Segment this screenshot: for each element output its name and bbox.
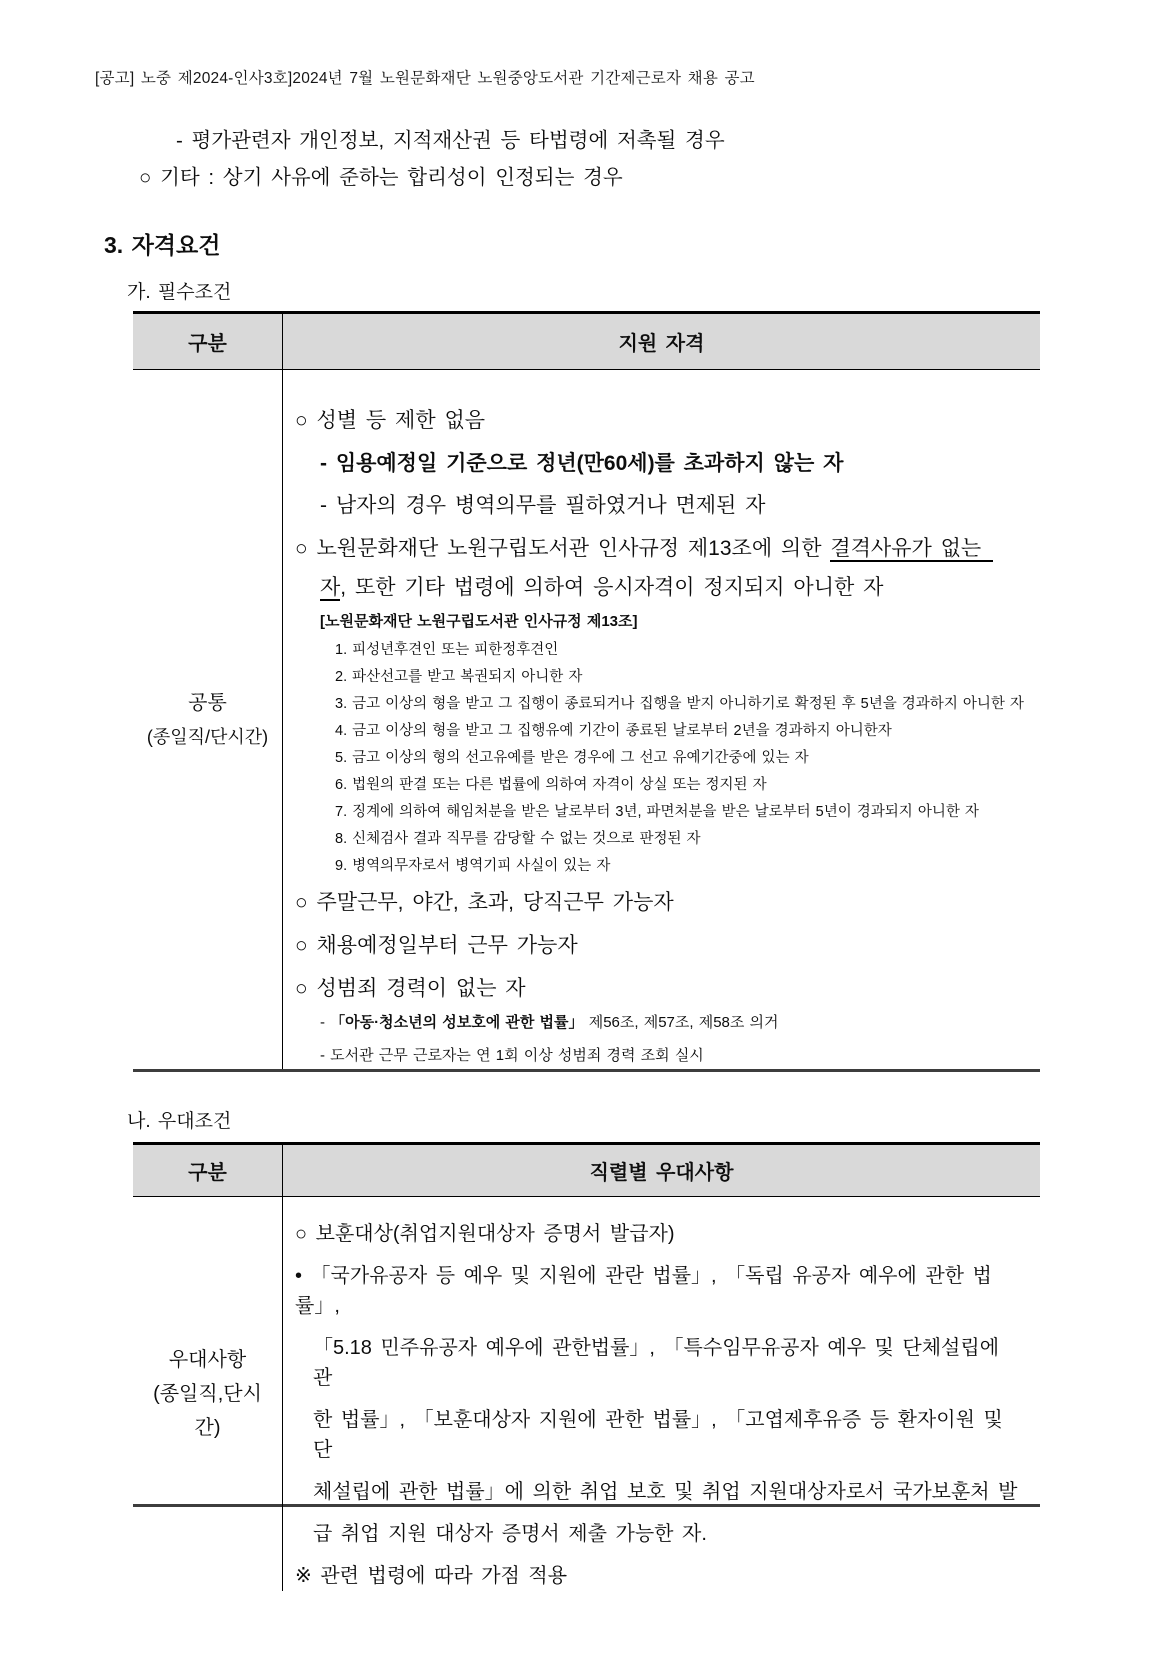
intro-etc-line: ○ 기타 : 상기 사유에 준하는 합리성이 인정되는 경우 [139,166,623,189]
subsection-b-title: 나. 우대조건 [127,1111,232,1132]
required-header-category: 구분 [133,314,283,369]
rule-item-3: 3. 금고 이상의 형을 받고 그 집행이 종료되거나 집행을 받지 아니하기로 확정된 후 5년을 경과하지 아니한 자 [335,696,1024,712]
required-row-label-title: 공통 [188,691,227,714]
rule-item-5: 5. 금고 이상의 형의 선고유예를 받은 경우에 그 선고 유예기간중에 있는 자 [335,750,809,766]
item-gender: ○ 성별 등 제한 없음 [295,409,486,432]
preference-table-header [133,1145,1040,1197]
rule-item-2: 2. 파산선고를 받고 복권되지 아니한 자 [335,669,583,685]
bonus-points-note: ※ 관련 법령에 따라 가점 적용 [295,1565,568,1587]
item-military: - 남자의 경우 병역의무를 필하였거나 면제된 자 [320,494,766,517]
veterans-laws-line-4: 체설립에 관한 법률」에 의한 취업 보호 및 취업 지원대상자로서 국가보훈처 발 [313,1481,1018,1503]
document-header: [공고] 노중 제2024-인사3호]2024년 7월 노원문화재단 노원중앙도서관 기간제근로자 채용 공고 [95,70,755,87]
required-header-qualification: 지원 자격 [618,333,705,355]
sex-crime-law-reference: - 「아동·청소년의 성보호에 관한 법률」 제56조, 제57조, 제58조 의거 [320,1014,779,1031]
required-row-content [283,370,1040,1069]
required-conditions-table [133,311,1040,1072]
section-title: 3. 자격요건 [104,232,221,258]
item-sex-crime: ○ 성범죄 경력이 없는 자 [295,977,526,1000]
item-disqualification-line1: ○ 노원문화재단 노원구립도서관 인사규정 제13조에 의한 결격사유가 없는 [295,534,1026,564]
item-age-limit: - 임용예정일 기준으로 정년(만60세)를 초과하지 않는 자 [320,452,844,475]
rule-item-1: 1. 피성년후견인 또는 피한정후견인 [335,642,559,658]
item-veterans: ○ 보훈대상(취업지원대상자 증명서 발급자) [295,1223,675,1245]
rule-item-7: 7. 징계에 의하여 해임처분을 받은 날로부터 3년, 파면처분을 받은 날로부터 5년이 경과되지 아니한 자 [335,804,979,820]
sex-crime-check-note: - 도서관 근무 근로자는 연 1회 이상 성범죄 경력 조회 실시 [320,1047,704,1064]
rule-item-6: 6. 법원의 판결 또는 다른 법률에 의하여 자격이 상실 또는 정지된 자 [335,777,767,793]
required-row-label [133,370,283,1069]
subsection-a-title: 가. 필수조건 [127,282,232,303]
item-start-date: ○ 채용예정일부터 근무 가능자 [295,934,578,957]
rule-item-9: 9. 병역의무자로서 병역기피 사실이 있는 자 [335,858,611,874]
preference-row-label-title: 우대사항 [168,1349,247,1371]
required-table-row [133,370,1040,1072]
veterans-laws-line-5: 급 취업 지원 대상자 증명서 제출 가능한 자. [313,1523,707,1545]
preference-conditions-table [133,1142,1040,1587]
veterans-laws-line-2: 「5.18 민주유공자 예우에 관한법률」, 「특수임무유공자 예우 및 단체설립에 관 [313,1337,1000,1389]
rule-item-4: 4. 금고 이상의 형을 받고 그 집행유예 기간이 종료된 날로부터 2년을 경과하지 아니한자 [335,723,892,739]
preference-row-label [133,1197,283,1591]
preference-header-category: 구분 [133,1145,283,1196]
preference-table-row [133,1197,1040,1587]
veterans-laws-line-1: • 「국가유공자 등 예우 및 지원에 관란 법률」, 「독립 유공자 예우에 관한 법률」, [295,1265,992,1317]
rule-reference-title: [노원문화재단 노원구립도서관 인사규정 제13조] [320,613,638,630]
intro-dash-line: - 평가관련자 개인정보, 지적재산권 등 타법령에 저촉될 경우 [176,129,725,152]
required-row-label-sub: (종일직/단시간) [146,726,269,747]
preference-row-label-sub: (종일직,단시간) [153,1383,262,1439]
rule-item-8: 8. 신체검사 결과 직무를 감당할 수 없는 것으로 판정된 자 [335,831,701,847]
preference-row-content [283,1197,1040,1591]
veterans-laws-line-3: 한 법률」, 「보훈대상자 지원에 관한 법률」, 「고엽제후유증 등 환자이원 및 단 [313,1409,1003,1461]
preference-header-detail: 직렬별 우대사항 [589,1162,734,1184]
item-weekend-work: ○ 주말근무, 야간, 초과, 당직근무 가능자 [295,891,674,914]
required-table-header [133,314,1040,370]
item-disqualification-line2: 자, 또한 기타 법령에 의하여 응시자격이 정지되지 아니한 자 [320,576,884,599]
